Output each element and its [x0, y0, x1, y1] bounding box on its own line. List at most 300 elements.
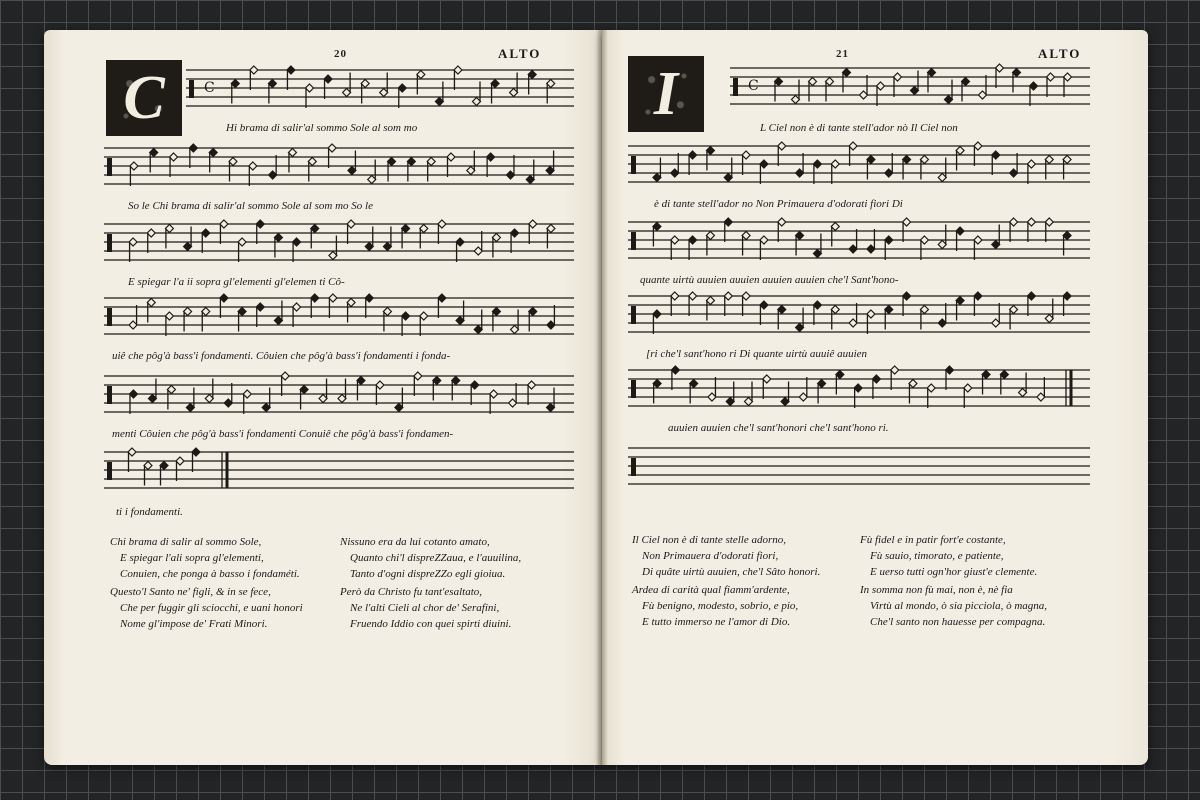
note: [956, 147, 964, 171]
right-lyric-line-5: auuien auuien che'l sant'honori che'l sant'hono ri.: [668, 422, 889, 434]
note: [1063, 156, 1071, 180]
time-signature-mark: C: [748, 78, 759, 94]
note: [945, 80, 953, 104]
note: [256, 220, 264, 244]
left-lyric-line-3: E spiegar l'a ii sopra gl'elementi gl'elemen ti Cô-: [128, 276, 345, 288]
note: [903, 218, 911, 242]
decorated-initial-i: I: [628, 56, 704, 132]
note: [956, 297, 964, 321]
note: [831, 160, 839, 184]
note: [249, 162, 257, 186]
note: [383, 308, 391, 332]
note: [368, 160, 376, 184]
note: [398, 84, 406, 108]
verse-line: Non Primauera d'odorati fiori,: [642, 550, 779, 562]
note: [243, 390, 251, 414]
note: [528, 71, 536, 95]
note: [992, 225, 1000, 249]
note: [510, 73, 518, 97]
note: [724, 158, 732, 182]
note: [150, 149, 158, 173]
note: [1013, 69, 1021, 93]
verse-line: Conuien, che ponga à basso i fondaméti.: [120, 568, 300, 580]
note: [818, 380, 826, 404]
note: [147, 229, 155, 253]
note: [492, 234, 500, 258]
note: [262, 388, 270, 412]
note: [831, 223, 839, 247]
note: [365, 227, 373, 251]
note: [903, 156, 911, 180]
clef-mark: [631, 232, 636, 250]
note: [946, 366, 954, 390]
note: [311, 225, 319, 249]
clef-mark: [189, 80, 194, 98]
note: [229, 158, 237, 182]
note: [407, 158, 415, 182]
verse-line: Questo'l Santo ne' figli, & in se fece,: [110, 586, 271, 598]
note: [796, 232, 804, 256]
note: [433, 377, 441, 401]
note: [938, 158, 946, 182]
note: [920, 306, 928, 330]
note: [760, 301, 768, 325]
staff: [104, 214, 574, 274]
note: [885, 236, 893, 260]
note: [996, 64, 1004, 88]
note: [529, 308, 537, 332]
decorated-initial-c: C: [106, 60, 182, 136]
verse-line: In somma non fù mai, non è, nè fia: [860, 584, 1013, 596]
note: [992, 151, 1000, 175]
note: [395, 388, 403, 412]
note: [928, 69, 936, 93]
note: [1047, 73, 1055, 97]
note: [706, 297, 714, 321]
staff: [104, 366, 574, 426]
note: [467, 151, 475, 175]
note: [343, 73, 351, 97]
staff: [628, 136, 1090, 196]
note: [689, 236, 697, 260]
note: [129, 238, 137, 262]
note: [319, 379, 327, 403]
verse-line: Nome gl'impose de' Frati Minori.: [120, 618, 268, 630]
left-lyric-line-6: ti i fondamenti.: [116, 506, 183, 518]
note: [165, 312, 173, 336]
right-voice-label: ALTO: [1038, 46, 1082, 61]
left-verse-2: [340, 534, 521, 582]
note: [417, 71, 425, 95]
left-lyric-line-5: menti Côuien che pôg'à bass'i fondamenti Conuiê che pôg'à bass'i fondamen-: [112, 428, 454, 440]
staff: [628, 438, 1090, 498]
left-page-number: 20: [334, 48, 347, 60]
note: [528, 381, 536, 405]
note: [547, 225, 555, 249]
note: [357, 377, 365, 401]
staff: [186, 60, 574, 120]
note: [361, 80, 369, 104]
note: [492, 308, 500, 332]
verse-line: Quanto chi'l dispreZZaua, e l'auuilina,: [350, 552, 522, 564]
note: [1045, 156, 1053, 180]
note: [547, 388, 555, 412]
note: [799, 377, 807, 401]
note: [293, 238, 301, 262]
verse-line: Ardea di carità qual fiamm'ardente,: [632, 584, 790, 596]
note: [447, 153, 455, 177]
note: [775, 78, 783, 102]
note: [506, 155, 514, 179]
note: [974, 292, 982, 316]
note: [414, 372, 422, 396]
note: [778, 142, 786, 166]
verse-line: Virtù al mondo, ò sia picciola, ò magna,: [870, 600, 1048, 612]
note: [867, 310, 875, 334]
clef-mark: [107, 386, 112, 404]
note: [471, 381, 479, 405]
note: [170, 153, 178, 177]
note: [238, 308, 246, 332]
note: [209, 149, 217, 173]
note: [982, 371, 990, 395]
note: [348, 151, 356, 175]
note: [456, 301, 464, 325]
note: [435, 82, 443, 106]
note: [1063, 292, 1071, 316]
note: [854, 384, 862, 408]
note: [129, 390, 137, 414]
note: [438, 294, 446, 318]
clef-mark: [631, 458, 636, 476]
note: [938, 303, 946, 327]
verse-line: Però da Christo fu tant'esaltato,: [340, 586, 482, 598]
note: [1010, 306, 1018, 330]
note: [452, 377, 460, 401]
note: [885, 153, 893, 177]
note: [885, 306, 893, 330]
note: [338, 379, 346, 403]
note: [867, 156, 875, 180]
right-lyric-line-1: L Ciel non è di tante stell'ador nò Il Ciel non: [760, 122, 958, 134]
note: [491, 80, 499, 104]
verse-line: E uerso tutti ogn'hor giust'e clemente.: [870, 566, 1038, 578]
verse-line: Che'l santo non hauesse per compagna.: [870, 616, 1046, 628]
note: [813, 160, 821, 184]
note: [490, 390, 498, 414]
verse-line: Di quâte uirtù auuien, che'l Sâto honori.: [642, 566, 821, 578]
note: [745, 382, 753, 406]
note: [128, 448, 136, 472]
verse-line: Il Ciel non è di tante stelle adorno,: [632, 534, 786, 546]
verse-line: Nissuno era da lui cotanto amato,: [340, 536, 490, 548]
staff: [628, 286, 1090, 346]
note: [129, 305, 137, 329]
note: [328, 144, 336, 168]
right-verse-4: [860, 582, 1047, 630]
verse-line: Tanto d'ogni dispreZZo egli gioiua.: [350, 568, 506, 580]
staff: [104, 442, 574, 502]
left-verse-3: [110, 584, 303, 632]
note: [526, 160, 534, 184]
note: [911, 71, 919, 95]
note: [311, 294, 319, 318]
note: [231, 80, 239, 104]
note: [826, 78, 834, 102]
note: [920, 156, 928, 180]
note: [324, 75, 332, 99]
note: [329, 236, 337, 260]
clef-mark: [107, 462, 112, 480]
note: [165, 225, 173, 249]
left-lyric-line-1: Hi brama di salir'al sommo Sole al som mo: [226, 122, 418, 134]
note: [473, 82, 481, 106]
note: [809, 78, 817, 102]
right-page-number: 21: [836, 48, 849, 60]
note: [867, 229, 875, 253]
verse-line: E tutto immerso ne l'amor di Dio.: [642, 616, 791, 628]
note: [653, 223, 661, 247]
note: [293, 303, 301, 327]
note: [1030, 82, 1038, 106]
note: [726, 382, 734, 406]
note: [167, 386, 175, 410]
note: [186, 388, 194, 412]
note: [205, 379, 213, 403]
note: [671, 153, 679, 177]
note: [220, 294, 228, 318]
note: [269, 155, 277, 179]
right-lyric-line-2: è di tante stell'ador no Non Primauera d'odorati fiori Di: [654, 198, 903, 210]
note: [653, 310, 661, 334]
note: [380, 73, 388, 97]
note: [708, 377, 716, 401]
note: [974, 236, 982, 260]
clef-mark: [107, 234, 112, 252]
note: [927, 384, 935, 408]
note: [843, 69, 851, 93]
note: [130, 162, 138, 186]
note: [690, 380, 698, 404]
note: [724, 292, 732, 316]
note: [148, 379, 156, 403]
note: [849, 142, 857, 166]
note: [529, 220, 537, 244]
note: [383, 227, 391, 251]
verse-line: E spiegar l'ali sopra gl'elementi,: [120, 552, 264, 564]
verse-line: Fù sauio, timorato, e patiente,: [870, 550, 1004, 562]
note: [487, 153, 495, 177]
note: [831, 306, 839, 330]
note: [1027, 292, 1035, 316]
note: [224, 383, 232, 407]
note: [1045, 299, 1053, 323]
left-lyric-line-4: uiê che pôg'à bass'i fondamenti. Côuien che pôg'à bass'i fondamenti i fonda-: [112, 350, 451, 362]
note: [160, 462, 168, 486]
note: [742, 292, 750, 316]
note: [653, 158, 661, 182]
note: [903, 292, 911, 316]
note: [402, 312, 410, 336]
note: [189, 144, 197, 168]
note: [778, 306, 786, 330]
verse-line: Fù benigno, modesto, sobrio, e pio,: [642, 600, 799, 612]
note: [860, 75, 868, 99]
note: [964, 384, 972, 408]
note: [147, 299, 155, 323]
note: [250, 66, 258, 90]
note: [202, 308, 210, 332]
note: [894, 73, 902, 97]
note: [202, 229, 210, 253]
note: [347, 220, 355, 244]
note: [920, 236, 928, 260]
note: [511, 229, 519, 253]
note: [813, 301, 821, 325]
note: [454, 66, 462, 90]
staff: [628, 360, 1090, 420]
note: [547, 80, 555, 104]
right-verse-1: [632, 532, 820, 580]
time-signature-mark: C: [204, 80, 215, 96]
clef-mark: [631, 380, 636, 398]
left-voice-label: ALTO: [498, 46, 542, 61]
note: [671, 236, 679, 260]
note: [706, 147, 714, 171]
note: [689, 292, 697, 316]
note: [979, 75, 987, 99]
note: [420, 225, 428, 249]
note: [877, 82, 885, 106]
note: [288, 149, 296, 173]
note: [287, 66, 295, 90]
clef-mark: [107, 158, 112, 176]
note: [420, 312, 428, 336]
note: [956, 227, 964, 251]
clef-mark: [631, 306, 636, 324]
note: [724, 218, 732, 242]
note: [274, 301, 282, 325]
note: [509, 383, 517, 407]
note: [760, 160, 768, 184]
note: [268, 80, 276, 104]
note: [474, 310, 482, 334]
note: [742, 232, 750, 256]
note: [329, 294, 337, 318]
note: [365, 294, 373, 318]
right-lyric-line-3: quante uirtù auuien auuien auuien auuien che'l Sant'hono-: [640, 274, 899, 286]
note: [760, 236, 768, 260]
note: [281, 372, 289, 396]
note: [742, 151, 750, 175]
left-verse-4: [340, 584, 511, 632]
note: [1027, 160, 1035, 184]
note: [974, 142, 982, 166]
note: [274, 234, 282, 258]
note: [689, 151, 697, 175]
right-verse-2: [860, 532, 1037, 580]
note: [938, 225, 946, 249]
note: [1064, 73, 1072, 97]
note: [511, 310, 519, 334]
book-gutter: [596, 30, 608, 765]
note: [176, 457, 184, 481]
note: [763, 375, 771, 399]
right-verse-3: [632, 582, 798, 630]
note: [849, 229, 857, 253]
note: [778, 218, 786, 242]
note: [1037, 377, 1045, 401]
note: [796, 308, 804, 332]
left-lyric-line-2: So le Chi brama di salir'al sommo Sole al som mo So le: [128, 200, 373, 212]
note: [144, 462, 152, 486]
note: [1000, 371, 1008, 395]
note: [1045, 218, 1053, 242]
verse-line: Ne l'alti Cieli al chor de' Serafini,: [350, 602, 500, 614]
note: [706, 232, 714, 256]
note: [992, 303, 1000, 327]
note: [891, 366, 899, 390]
note: [376, 381, 384, 405]
staff: [730, 58, 1090, 118]
note: [474, 231, 482, 255]
note: [872, 375, 880, 399]
clef-mark: [733, 78, 738, 96]
note: [1010, 153, 1018, 177]
note: [306, 84, 314, 108]
note: [909, 380, 917, 404]
note: [402, 225, 410, 249]
note: [1063, 232, 1071, 256]
verse-line: Fù fidel e in patir fort'e costante,: [860, 534, 1006, 546]
note: [308, 158, 316, 182]
note: [813, 234, 821, 258]
note: [671, 292, 679, 316]
staff: [104, 138, 574, 198]
note: [792, 80, 800, 104]
note: [347, 299, 355, 323]
right-lyric-line-4: [ri che'l sant'hono ri Di quante uirtù auuiê auuien: [646, 348, 868, 360]
note: [184, 227, 192, 251]
verse-line: Che per fuggir gli sciocchi, e uani honori: [120, 602, 303, 614]
verse-line: Fruendo Iddio con quei spirti diuini.: [350, 618, 512, 630]
clef-mark: [107, 308, 112, 326]
note: [836, 371, 844, 395]
clef-mark: [631, 156, 636, 174]
note: [1019, 373, 1027, 397]
note: [184, 308, 192, 332]
verse-line: Chi brama di salir al sommo Sole,: [110, 536, 262, 548]
note: [1027, 218, 1035, 242]
note: [192, 448, 200, 472]
note: [547, 305, 555, 329]
note: [256, 303, 264, 327]
note: [220, 220, 228, 244]
note: [427, 158, 435, 182]
note: [456, 238, 464, 262]
note: [962, 78, 970, 102]
note: [388, 158, 396, 182]
left-verse-1: [110, 534, 300, 582]
note: [1010, 218, 1018, 242]
note: [781, 382, 789, 406]
staff: [104, 288, 574, 348]
note: [300, 386, 308, 410]
note: [849, 303, 857, 327]
note: [238, 238, 246, 262]
note: [438, 220, 446, 244]
staff: [628, 212, 1090, 272]
